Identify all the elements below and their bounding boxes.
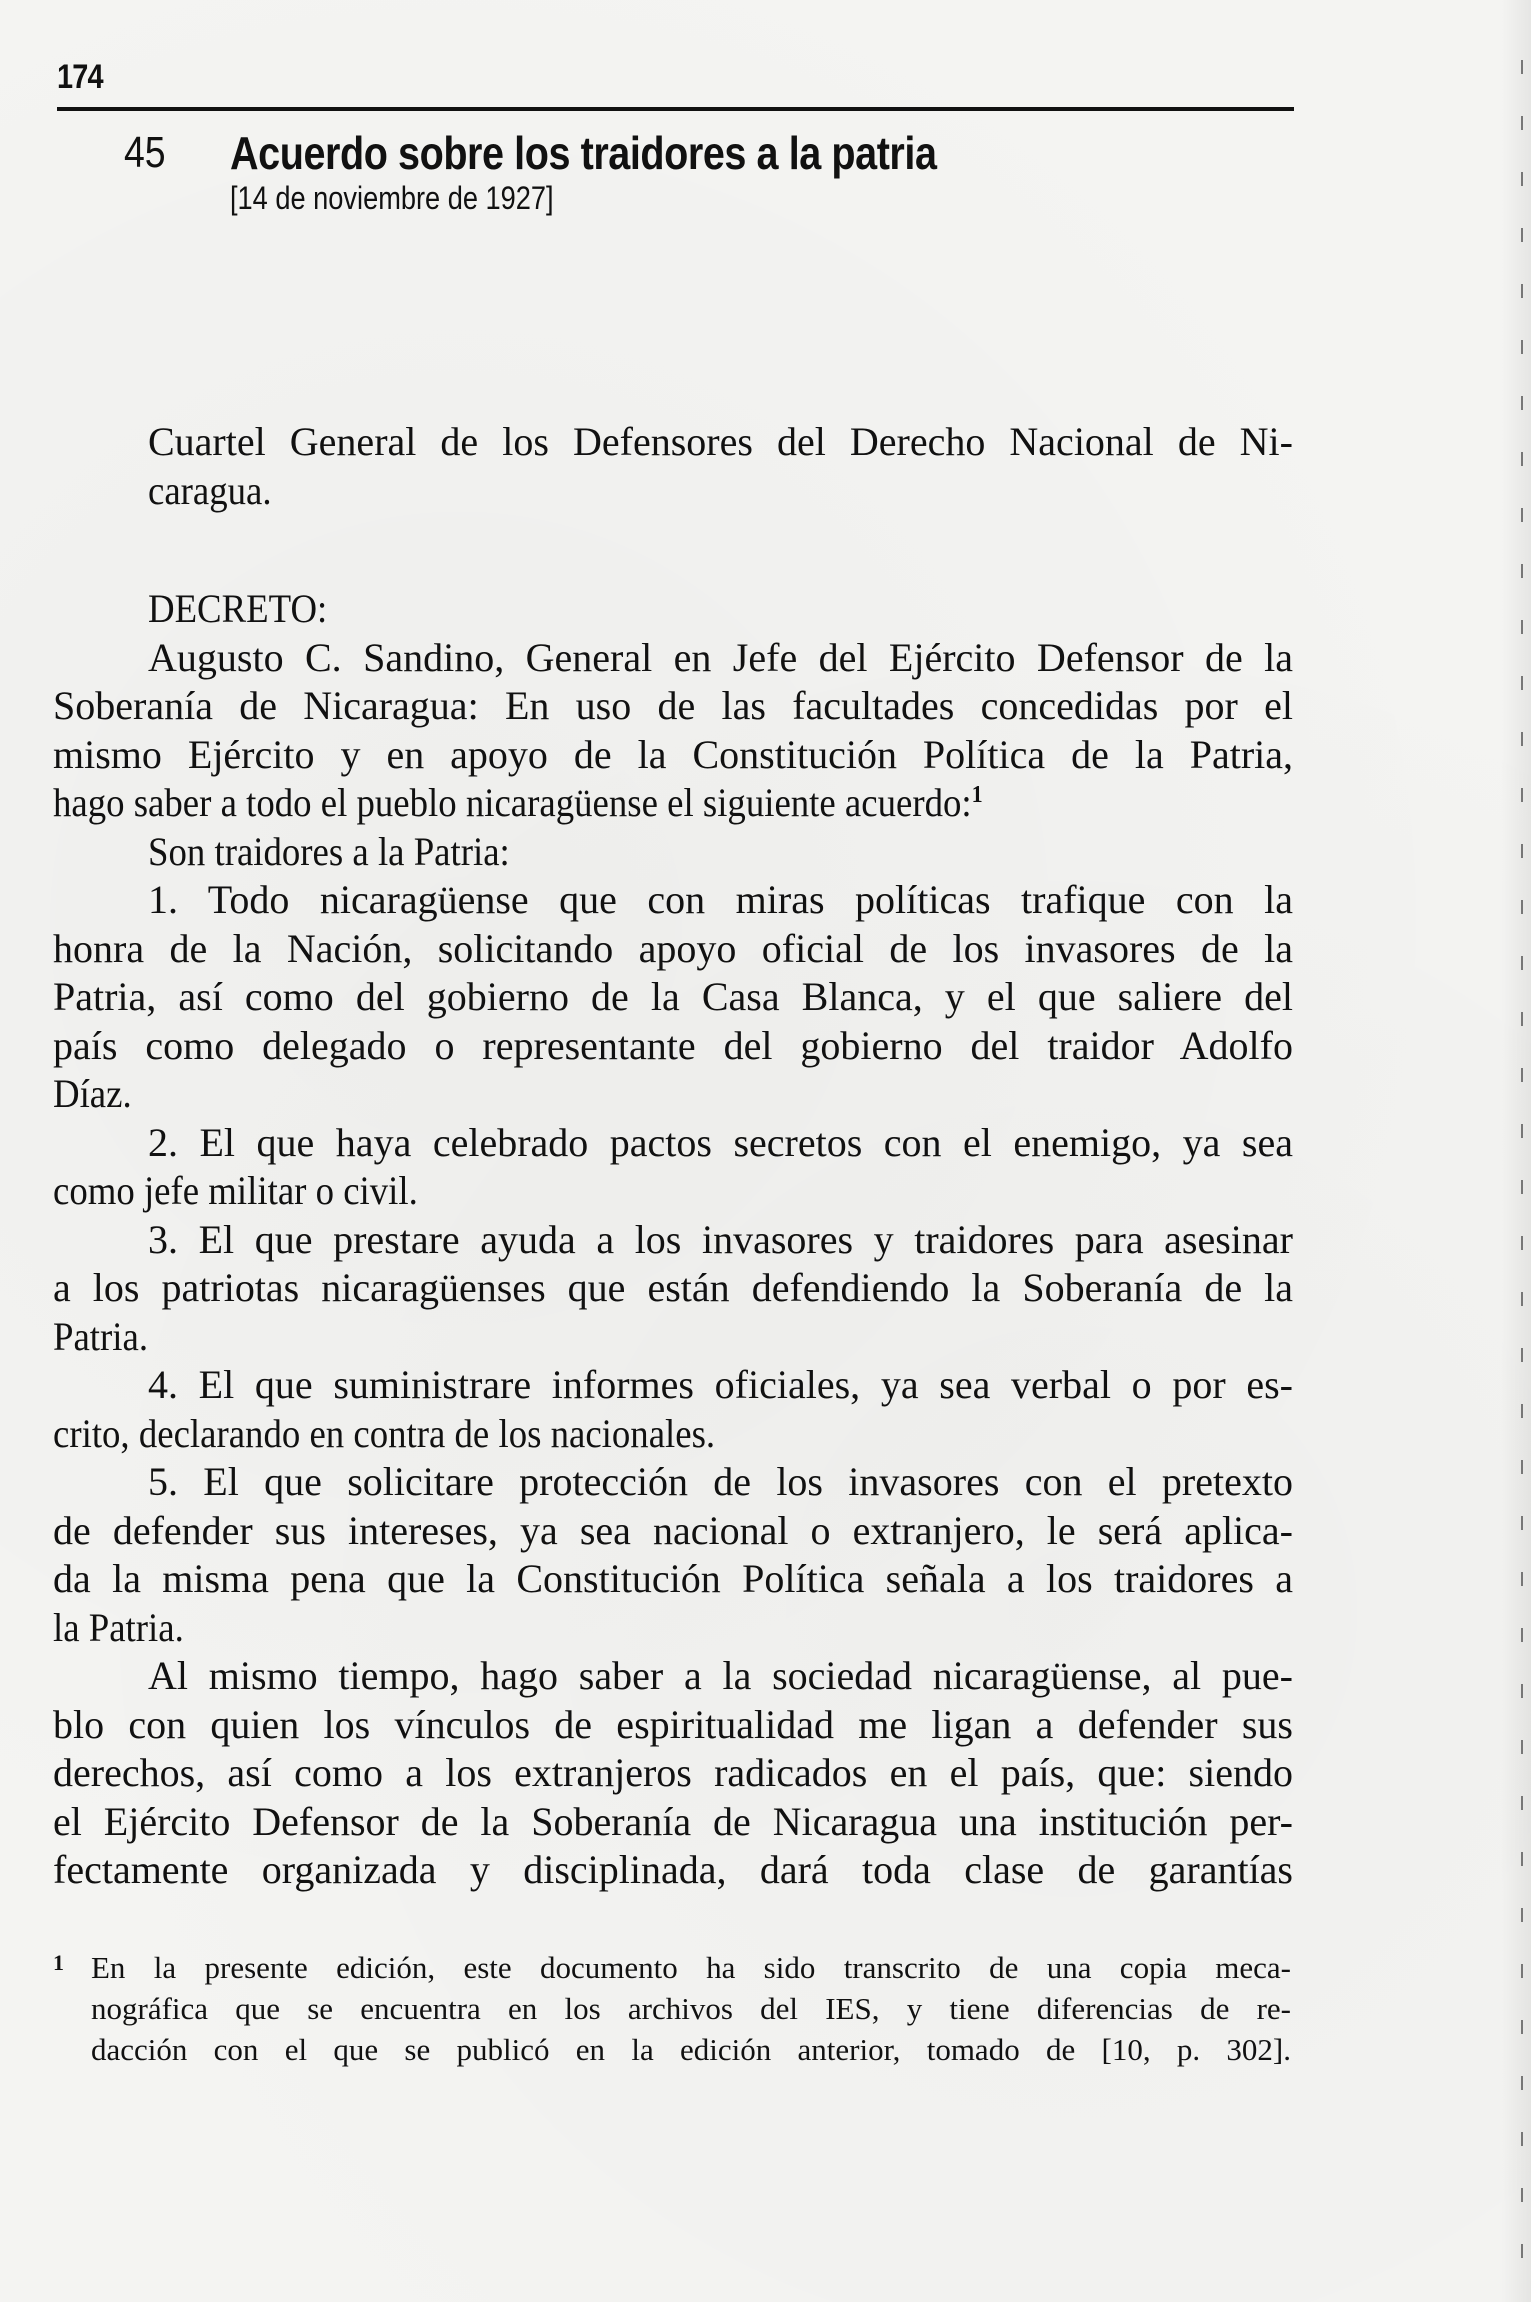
body-line-text: DECRETO: <box>148 586 328 631</box>
footnote-mark: 1 <box>53 1950 64 1975</box>
body-line <box>148 1119 1293 1167</box>
page-number: 174 <box>57 58 103 96</box>
body-line-text: Cuartel General de los Defensores del Derecho Nacional de Ni- <box>148 419 1293 464</box>
body-line-text: da la misma pena que la Constitución Política señala a los traidores a <box>53 1556 1293 1601</box>
scan-edge-mark <box>1521 564 1523 578</box>
scan-edge-mark <box>1521 1740 1523 1754</box>
body-line <box>53 1313 1194 1362</box>
scan-edge-mark <box>1521 900 1523 914</box>
body-line <box>53 731 1293 779</box>
body-line <box>53 1701 1293 1749</box>
body-line <box>53 1070 1194 1119</box>
body-line-text: Augusto C. Sandino, General en Jefe del Ejército Defensor de la <box>148 634 1293 680</box>
scan-edge-mark <box>1521 1516 1523 1530</box>
body-line-text: fectamente organizada y disciplinada, dará toda clase de garantías <box>53 1847 1293 1892</box>
scan-edge-mark <box>1521 956 1523 970</box>
body-line-text: la Patria. <box>53 1604 184 1650</box>
scan-edge-mark <box>1521 1796 1523 1810</box>
chapter-date: [14 de noviembre de 1927] <box>230 180 554 216</box>
scan-edge-mark <box>1521 676 1523 690</box>
body-line <box>53 1167 1194 1216</box>
header-rule <box>57 107 1294 111</box>
body-line <box>53 925 1293 973</box>
chapter-number: 45 <box>124 128 166 177</box>
body-line <box>53 1846 1293 1894</box>
body-line <box>53 1264 1293 1312</box>
body-line <box>148 634 1293 682</box>
body-line <box>148 585 1289 634</box>
body-line-text: Patria. <box>53 1313 149 1359</box>
body-line <box>53 779 1194 828</box>
body-line-text: mismo Ejército y en apoyo de la Constitución Política de la Patria, <box>53 731 1293 777</box>
scan-edge-mark <box>1521 2188 1523 2202</box>
scan-edge-mark <box>1521 844 1523 858</box>
body-line <box>148 1216 1293 1264</box>
scan-edge-mark <box>1521 60 1523 74</box>
body-line-text: Soberanía de Nicaragua: En uso de las facultades concedidas por el <box>53 683 1293 728</box>
body-line <box>148 1652 1293 1700</box>
scan-edge-mark <box>1521 1180 1523 1194</box>
scan-edge-mark <box>1521 788 1523 802</box>
scan-edge-mark <box>1521 1852 1523 1866</box>
body-line-text: 2. El que haya celebrado pactos secretos con el enemigo, ya sea <box>148 1119 1293 1165</box>
body-line-text: 5. El que solicitare protección de los invasores con el pretexto <box>148 1459 1293 1504</box>
scan-edge-mark <box>1521 396 1523 410</box>
scan-edge-mark <box>1521 2244 1523 2258</box>
scan-edge-mark <box>1521 620 1523 634</box>
scan-edge-mark <box>1521 1684 1523 1698</box>
scan-edge-mark <box>1521 1124 1523 1138</box>
body-line-text: blo con quien los vínculos de espiritualidad me ligan a defender sus <box>53 1701 1293 1747</box>
body-line-text: derechos, así como a los extranjeros radicados en el país, que: siendo <box>53 1750 1293 1795</box>
footnote-line: nográfica que se encuentra en los archivos del IES, y tiene diferencias de re- <box>91 1991 1291 2026</box>
body-line-text: Al mismo tiempo, hago saber a la sociedad nicaragüense, al pue- <box>148 1653 1293 1698</box>
body-line-text: el Ejército Defensor de la Soberanía de Nicaragua una institución per- <box>53 1798 1293 1844</box>
body-line-text: 4. El que suministrare informes oficiales, ya sea verbal o por es- <box>148 1362 1293 1407</box>
body-line <box>53 1798 1293 1846</box>
body-line-text: Patria, así como del gobierno de la Casa Blanca, y el que saliere del <box>53 974 1293 1019</box>
scan-edge-mark <box>1521 1964 1523 1978</box>
footnote-reference[interactable]: 1 <box>971 782 983 808</box>
page-edge-shadow <box>1501 0 1531 2302</box>
body-line-text: 3. El que prestare ayuda a los invasores y traidores para asesinar <box>148 1216 1293 1262</box>
scan-edge-mark <box>1521 2132 1523 2146</box>
body-line <box>53 1507 1293 1555</box>
chapter-title: Acuerdo sobre los traidores a la patria <box>230 127 937 179</box>
scan-edge-mark <box>1521 172 1523 186</box>
body-line <box>148 828 1289 877</box>
body-line-text: crito, declarando en contra de los nacionales. <box>53 1410 716 1456</box>
body-line-text: honra de la Nación, solicitando apoyo oficial de los invasores de la <box>53 925 1293 971</box>
scan-edge-mark <box>1521 1628 1523 1642</box>
body-line <box>53 973 1293 1021</box>
scan-edge-mark <box>1521 2076 1523 2090</box>
body-line <box>148 467 1289 516</box>
scan-edge-mark <box>1521 1292 1523 1306</box>
body-line-text: como jefe militar o civil. <box>53 1168 418 1213</box>
body-line-text: país como delegado o representante del gobierno del traidor Adolfo <box>53 1022 1293 1068</box>
body-line <box>53 1555 1293 1603</box>
scan-edge-mark <box>1521 452 1523 466</box>
scan-edge-mark <box>1521 284 1523 298</box>
body-line-text: 1. Todo nicaragüense que con miras políticas trafique con la <box>148 877 1293 922</box>
scan-edge-mark <box>1521 508 1523 522</box>
scan-edge-mark <box>1521 2020 1523 2034</box>
footnote-line: En la presente edición, este documento ha sido transcrito de una copia meca- <box>91 1950 1291 1985</box>
scan-edge-mark <box>1521 116 1523 130</box>
body-line-text: Son traidores a la Patria: <box>148 828 510 874</box>
body-line <box>53 682 1293 730</box>
body-line <box>148 418 1293 466</box>
scan-edge-mark <box>1521 1908 1523 1922</box>
scan-edge-mark <box>1521 1348 1523 1362</box>
body-line <box>53 1604 1194 1653</box>
scan-edge-mark <box>1521 228 1523 242</box>
body-line <box>53 1749 1293 1797</box>
body-line-text: hago saber a todo el pueblo nicaragüense el siguiente acuerdo: <box>53 780 972 825</box>
body-line-text: de defender sus intereses, ya sea nacional o extranjero, le será aplica- <box>53 1507 1293 1553</box>
body-line-text: a los patriotas nicaragüenses que están defendiendo la Soberanía de la <box>53 1265 1293 1310</box>
body-line-text: Díaz. <box>53 1071 132 1116</box>
scan-edge-mark <box>1521 1236 1523 1250</box>
body-line <box>148 876 1293 924</box>
scan-edge-mark <box>1521 1404 1523 1418</box>
body-line <box>53 1410 1194 1459</box>
scan-edge-mark <box>1521 1572 1523 1586</box>
scan-edge-mark <box>1521 340 1523 354</box>
body-line <box>53 1022 1293 1070</box>
scan-edge-mark <box>1521 1460 1523 1474</box>
scan-edge-mark <box>1521 1068 1523 1082</box>
body-line-text: caragua. <box>148 467 272 513</box>
footnote-line: dacción con el que se publicó en la edición anterior, tomado de [10, p. 302]. <box>91 2032 1291 2067</box>
scan-edge-mark <box>1521 1012 1523 1026</box>
body-line <box>148 1361 1293 1409</box>
scan-edge-mark <box>1521 732 1523 746</box>
body-line <box>148 1458 1293 1506</box>
